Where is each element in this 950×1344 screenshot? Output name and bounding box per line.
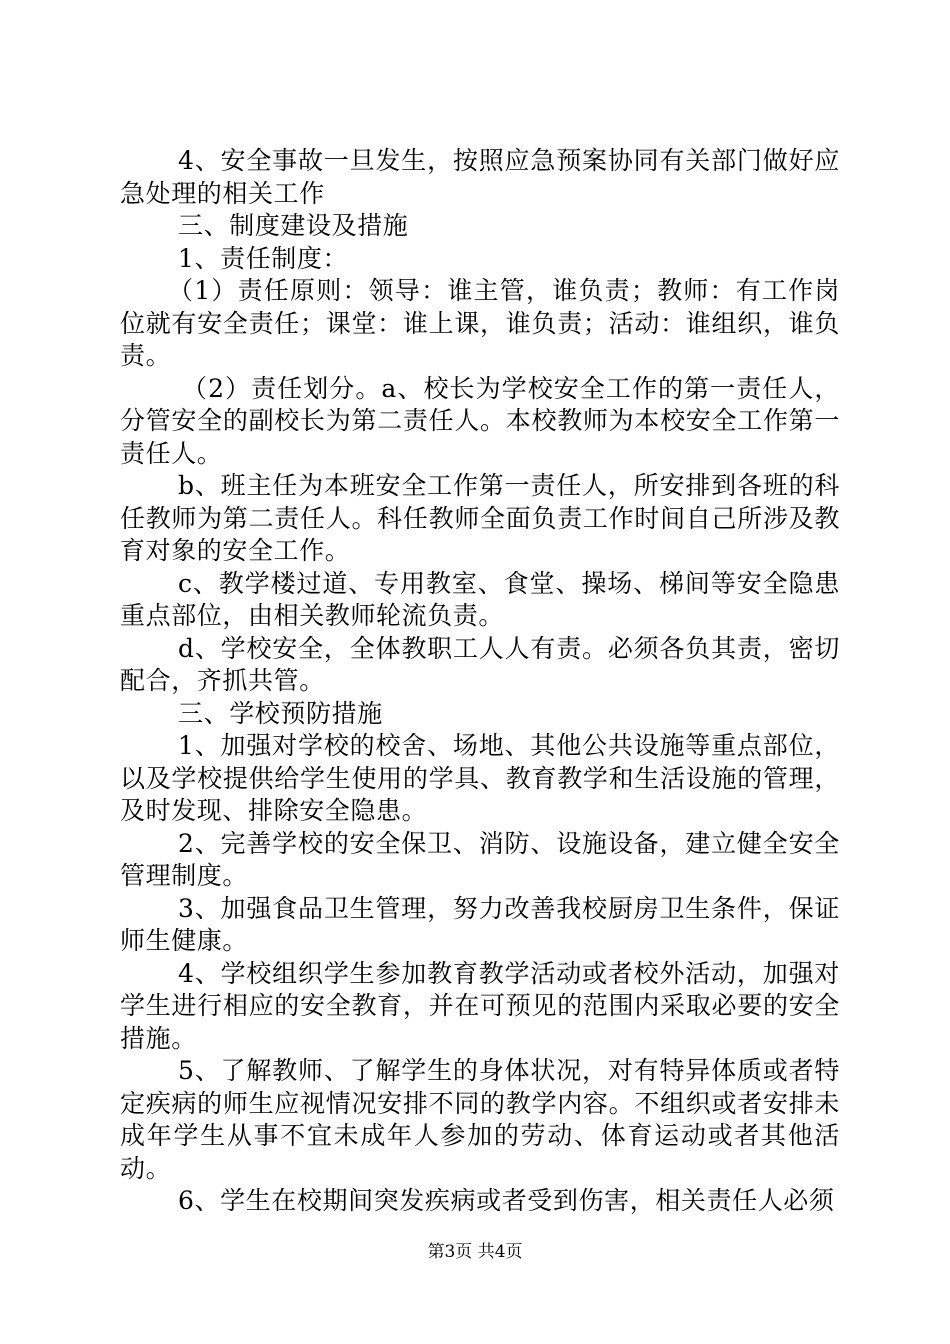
page-footer	[0, 1241, 950, 1263]
paragraph-emergency-handling: 4、安全事故一旦发生，按照应急预案协同有关部门做好应急处理的相关工作	[120, 146, 840, 208]
heading-prevention-measures: 三、学校预防措施	[178, 698, 383, 728]
paragraph-health-status: 5、了解教师、了解学生的身体状况，对有特异体质或者特定疾病的师生应视情况安排不同的教学内容。不组织或者安排未成年学生从事不宜未成年人参加的劳动、体育运动或者其他活动。	[120, 1056, 840, 1183]
paragraph-food-hygiene: 3、加强食品卫生管理，努力改善我校厨房卫生条件，保证师生健康。	[120, 893, 840, 955]
paragraph-key-areas: c、教学楼过道、专用教室、食堂、操场、梯间等安全隐患重点部位，由相关教师轮流负责。	[120, 568, 840, 630]
paragraph-facility-management: 1、加强对学校的校舍、场地、其他公共设施等重点部位，以及学校提供给学生使用的学具、教育教学和生活设施的管理，及时发现、排除安全隐患。	[120, 731, 840, 825]
paragraph-activity-safety: 4、学校组织学生参加教育教学活动或者校外活动，加强对学生进行相应的安全教育，并在可预见的范围内采取必要的安全措施。	[120, 958, 840, 1053]
heading-system-construction: 三、制度建设及措施	[178, 211, 409, 240]
document-body	[120, 145, 840, 1218]
paragraph-sudden-illness: 6、学生在校期间突发疾病或者受到伤害，相关责任人必须	[178, 1186, 835, 1215]
paragraph-class-teacher: b、班主任为本班安全工作第一责任人，所安排到各班的科任教师为第二责任人。科任教师全面负责工作时间自己所涉及教育对象的安全工作。	[120, 471, 840, 565]
paragraph-security-fire: 2、完善学校的安全保卫、消防、设施设备，建立健全安全管理制度。	[120, 828, 840, 890]
paragraph-shared-duty: d、学校安全，全体教职工人人有责。必须各负其责，密切配合，齐抓共管。	[120, 633, 840, 695]
paragraph-responsibility-system: 1、责任制度：	[178, 243, 349, 273]
paragraph-responsibility-division: （2）责任划分。a、校长为学校安全工作的第一责任人，分管安全的副校长为第二责任人。本校教师为本校安全工作第一责任人。	[120, 373, 840, 468]
page-number-label: 第3页 共4页	[427, 1242, 523, 1262]
paragraph-responsibility-principle: （1）责任原则：领导：谁主管，谁负责；教师：有工作岗位就有安全责任；课堂：谁上课，谁负责；活动：谁组织，谁负责。	[120, 276, 840, 370]
